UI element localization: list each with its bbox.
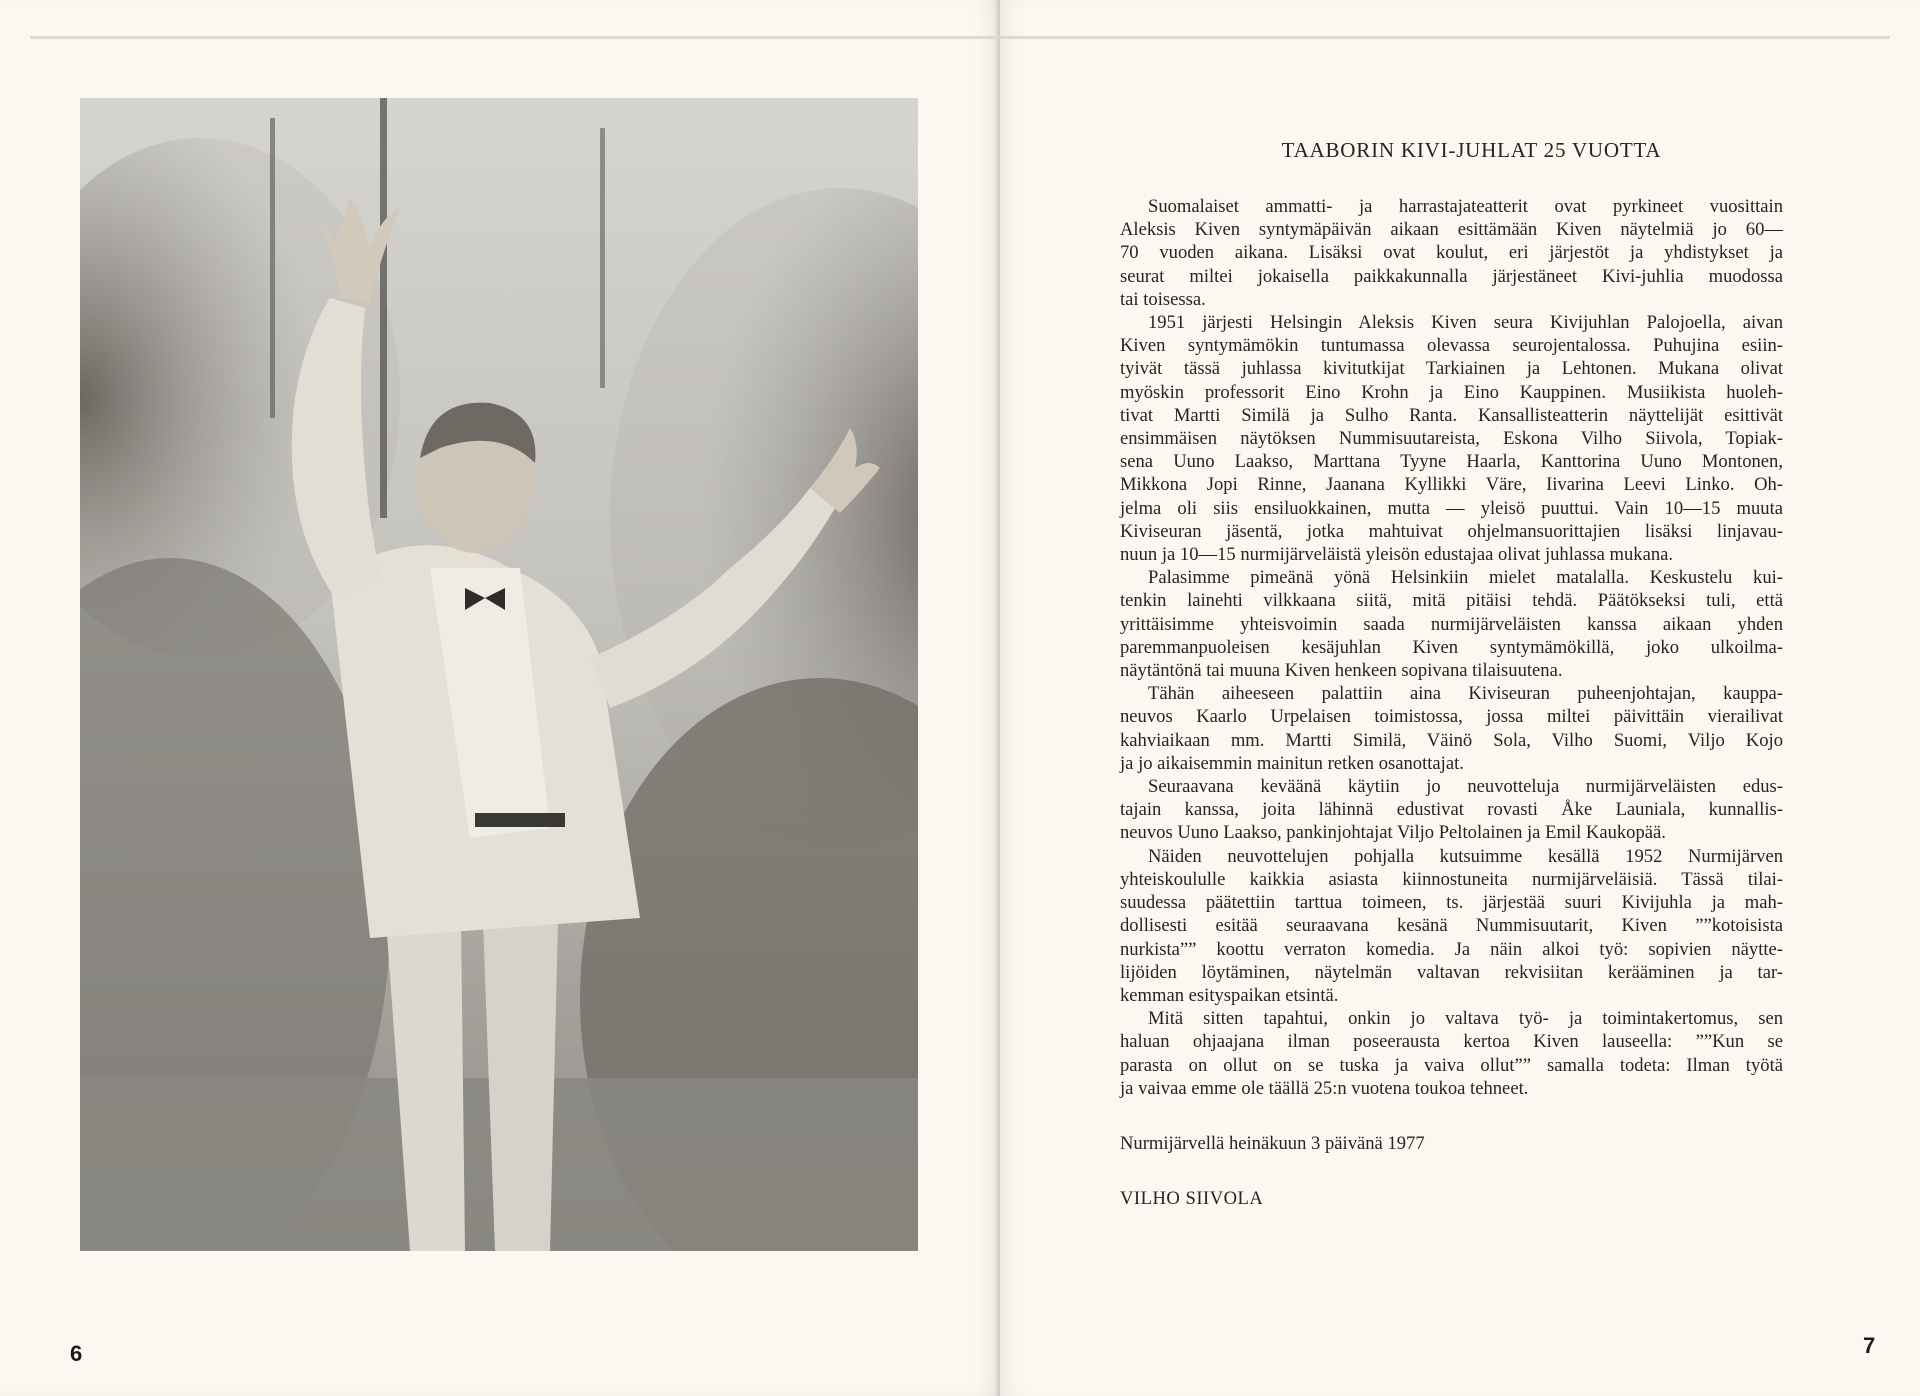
article-line: näytäntönä tai muuna Kiven henkeen sopivana tilaisuutena. (1120, 660, 1563, 682)
page-number-left: 6 (70, 1341, 83, 1366)
article-line: tajain kanssa, joita lähinnä edustivat rovasti Åke Launiala, kunnallis- (1120, 799, 1783, 821)
article-line: Suomalaiset ammatti- ja harrastajateatterit ovat pyrkineet vuosittain (1148, 196, 1783, 217)
article-line: myöskin professorit Eino Krohn ja Eino Kauppinen. Musiikista huoleh- (1120, 381, 1783, 403)
article-line: jelma oli siis ensiluokkainen, mutta — yleisö puuttui. Vain 10—15 muuta (1120, 497, 1783, 519)
article-line: nuun ja 10—15 nurmijärveläistä yleisön edustajaa olivat juhlassa mukana. (1120, 544, 1674, 566)
article-title: TAABORIN KIVI-JUHLAT 25 VUOTTA (1281, 138, 1662, 162)
article-line: Mikkona Jopi Rinne, Jaanana Kyllikki Väre, Iivarina Leevi Linko. Oh- (1120, 474, 1783, 496)
article-line: yrittäisimme yhteisvoimin saada nurmijärveläisten kanssa aikaan yhden (1120, 613, 1783, 635)
article-line: lijöiden löytäminen, näytelmän valtavan rekvisiitan kerääminen ja tar- (1120, 961, 1783, 983)
page-top-edge (30, 36, 1890, 39)
author-signature: VILHO SIIVOLA (1120, 1187, 1264, 1209)
article-line: sena Uuno Laakso, Marttana Tyyne Haarla, Kanttorina Uuno Montonen, (1120, 451, 1783, 473)
photo-man-outstretched-arms (80, 98, 918, 1251)
article-line: Palasimme pimeänä yönä Helsinkiin mielet matalalla. Keskustelu kui- (1148, 567, 1783, 589)
article-line: Kiviseuran jäsentä, jotka mahtuivat ohjelmansuorittajien lisäksi linjavau- (1120, 520, 1783, 542)
article-line: neuvos Kaarlo Urpelaisen toimistossa, jossa miltei päivittäin vierailivat (1120, 706, 1783, 728)
article-line: Näiden neuvottelujen pohjalla kutsuimme kesällä 1952 Nurmijärven (1148, 845, 1783, 867)
article-line: parasta on ollut on se tuska ja vaiva ollut”” samalla todeta: Ilman työtä (1120, 1054, 1783, 1076)
article-line: Aleksis Kiven syntymäpäivän aikaan esittämään Kiven näytelmiä jo 60— (1120, 219, 1783, 241)
article-line: 70 vuoden aikana. Lisäksi ovat koulut, eri järjestöt ja yhdistykset ja (1120, 242, 1783, 264)
article-line: 1951 järjesti Helsingin Aleksis Kiven seura Kivijuhlan Palojoella, aivan (1148, 312, 1783, 334)
article-line: tyivät tässä juhlassa kivitutkijat Tarkiainen ja Lehtonen. Mukana olivat (1120, 358, 1783, 380)
article-line: ensimmäisen näytöksen Nummisuutareista, Eskona Vilho Siivola, Topiak- (1120, 428, 1783, 450)
article-line: Tähän aiheeseen palattiin aina Kiviseuran puheenjohtajan, kauppa- (1148, 683, 1783, 705)
article-body (1120, 195, 1783, 1100)
article-line: yhteiskoululle kaikkia asiasta kiinnostuneita nurmijärveläisiä. Tässä tilai- (1120, 868, 1783, 890)
article-line: dollisesti esitää seuraavana kesänä Nummisuutarit, Kiven ””kotoisista (1120, 915, 1783, 937)
article-line: Kiven syntymämökin tuntumassa olevassa seurojentalossa. Puhujina esiin- (1120, 335, 1783, 357)
article-line: ja vaivaa emme ole täällä 25:n vuotena toukoa tehneet. (1120, 1077, 1529, 1099)
article-line: seurat miltei jokaisella paikkakunnalla järjestäneet Kivi-juhlia muodossa (1120, 265, 1783, 287)
article-line: haluan ohjaajana ilman poseerausta kertoa Kiven lauseella: ””Kun se (1120, 1031, 1783, 1053)
article-line: Seuraavana keväänä käytiin jo neuvotteluja nurmijärveläisten edus- (1148, 776, 1783, 798)
article-line: ja jo aikaisemmin mainitun retken osanottajat. (1120, 752, 1464, 774)
photo-image (80, 98, 918, 1251)
page-number-right: 7 (1863, 1333, 1876, 1358)
article-line: tai toisessa. (1120, 288, 1206, 310)
article-line: tenkin lainehti vilkkaana siitä, mitä pitäisi tehdä. Päätökseksi tuli, että (1120, 590, 1783, 612)
article-line: tivat Martti Similä ja Sulho Ranta. Kansallisteatterin näyttelijät esittivät (1120, 404, 1783, 426)
article (1120, 138, 1783, 1210)
article-line: suudessa päätettiin tarttua toimeen, ts. järjestää suuri Kivijuhla ja mah- (1120, 892, 1783, 914)
article-line: kemman esityspaikan etsintä. (1120, 984, 1339, 1006)
article-line: kahviaikaan mm. Martti Similä, Väinö Sola, Vilho Suomi, Viljo Kojo (1120, 729, 1783, 751)
place-date: Nurmijärvellä heinäkuun 3 päivänä 1977 (1120, 1132, 1425, 1154)
article-line: neuvos Uuno Laakso, pankinjohtajat Viljo Peltolainen ja Emil Kaukopää. (1120, 822, 1666, 844)
article-line: Mitä sitten tapahtui, onkin jo valtava työ- ja toimintakertomus, sen (1148, 1008, 1783, 1030)
article-line: nurkista”” koottu verraton komedia. Ja näin alkoi työ: sopivien näytte- (1120, 938, 1783, 960)
article-line: paremmanpuoleisen kesäjuhlan Kiven syntymämökillä, joko ulkoilma- (1120, 636, 1783, 658)
